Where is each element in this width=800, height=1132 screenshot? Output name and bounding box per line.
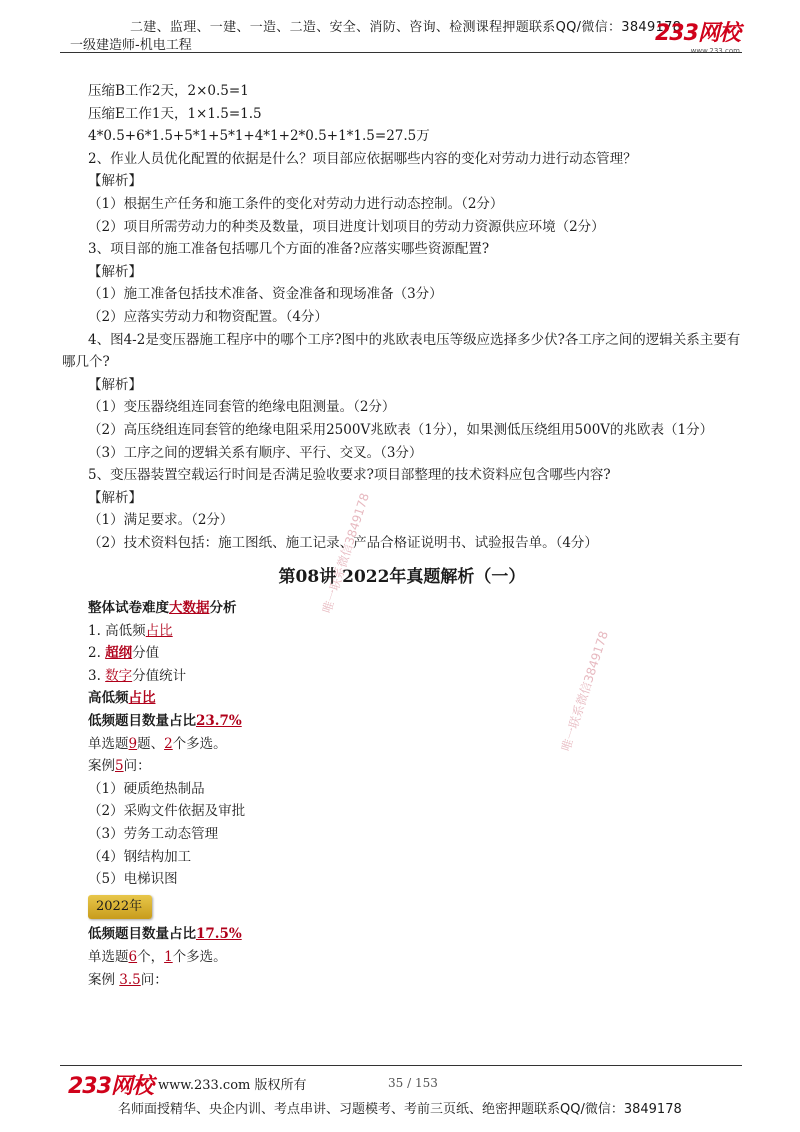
case-count-2-a: 案例 <box>88 971 120 988</box>
case-count-1-a: 案例 <box>88 758 115 775</box>
question-3: 3、项目部的施工准备包括哪几个方面的准备?应落实哪些资源配置? <box>88 241 490 258</box>
ratio-line-1-text: 低频题目数量占比 <box>88 713 196 730</box>
analysis-label: 【解析】 <box>88 376 142 393</box>
watermark-1: 唯一联系微信3849178 <box>319 491 372 615</box>
case-count-1 <box>62 755 742 778</box>
calc-line-b: 压缩B工作2天，2×0.5=1 <box>88 83 249 99</box>
list-item-3 <box>62 665 742 688</box>
ratio-line-1-value: 23.7% <box>196 713 242 730</box>
list-item-3-text: 分值统计 <box>132 667 187 684</box>
footer-logo: 233网校 <box>68 1074 153 1099</box>
answer-3-2: （2）应落实劳动力和物资配置。（4分） <box>88 308 328 325</box>
choice-count-1-c: 个多选。 <box>172 735 227 752</box>
watermark-2: 唯一联系微信3849178 <box>558 629 611 753</box>
ratio-line-2-value: 17.5% <box>196 926 242 943</box>
answer-5-2: （2）技术资料包括：施工图纸、施工记录、产品合格证说明书、试验报告单。（4分） <box>88 534 598 551</box>
calc-line-e: 压缩E工作1天，1×1.5=1.5 <box>88 105 262 122</box>
answer-2-1: （1）根据生产任务和施工条件的变化对劳动力进行动态控制。（2分） <box>88 195 504 212</box>
list-item-3-num: 3. <box>88 667 106 684</box>
year-tag: 2022年 <box>88 895 152 920</box>
list-item-1-text: 1. 高低频 <box>88 622 146 639</box>
ratio-line-2 <box>62 923 742 946</box>
answer-5-1: （1）满足要求。（2分） <box>88 512 234 529</box>
case-count-1-value: 5 <box>115 758 124 775</box>
subheading-frequency <box>62 687 742 710</box>
case-item-3: （3）劳务工动态管理 <box>88 826 219 842</box>
choice-count-1 <box>62 733 742 756</box>
footer-copyright: www.233.com 版权所有 <box>158 1078 307 1093</box>
header-subject: 一级建造师-机电工程 <box>70 38 192 53</box>
choice-count-1-single: 9 <box>128 735 138 752</box>
calc-line-total: 4*0.5+6*1.5+5*1+5*1+4*1+2*0.5+1*1.5=27.5万 <box>88 128 430 145</box>
case-count-2-b: 问： <box>140 971 168 988</box>
section-heading-highlight: 大数据 <box>169 600 210 617</box>
choice-count-2-single: 6 <box>128 948 138 965</box>
analysis-label: 【解析】 <box>88 489 142 506</box>
list-item-2-num: 2. <box>88 645 106 662</box>
subheading-frequency-text: 高低频 <box>88 690 129 707</box>
choice-count-2-a: 单选题 <box>88 948 129 965</box>
question-5: 5、变压器装置空载运行时间是否满足验收要求?项目部整理的技术资料应包含哪些内容? <box>88 467 611 484</box>
answer-2-2: （2）项目所需劳动力的种类及数量，项目进度计划项目的劳动力资源供应环境（2分） <box>88 218 605 235</box>
case-item-4: （4）钢结构加工 <box>88 848 192 865</box>
choice-count-2-c: 个多选。 <box>172 948 227 965</box>
case-count-2-value: 3.5 <box>119 971 141 988</box>
answer-4-1: （1）变压器绕组连同套管的绝缘电阻测量。（2分） <box>88 399 396 416</box>
ratio-line-2-text: 低频题目数量占比 <box>88 926 196 943</box>
answer-4-3: （3）工序之间的逻辑关系有顺序、平行、交叉。（3分） <box>88 444 423 461</box>
analysis-label: 【解析】 <box>88 173 142 190</box>
case-item-1: （1）硬质绝热制品 <box>88 780 205 797</box>
subheading-frequency-highlight: 占比 <box>128 690 156 707</box>
list-item-2-text: 分值 <box>132 645 160 662</box>
question-2: 2、作业人员优化配置的依据是什么？项目部应依据哪些内容的变化对劳动力进行动态管理？ <box>88 150 637 167</box>
answer-3-1: （1）施工准备包括技术准备、资金准备和现场准备（3分） <box>88 286 443 303</box>
list-item-2-highlight: 超纲 <box>105 645 133 662</box>
question-4: 4、图4-2是变压器施工程序中的哪个工序?图中的兆欧表电压等级应选择多少伏?各工序之间的逻辑关系主要有哪几个? <box>62 331 741 371</box>
choice-count-1-b: 题、 <box>137 735 165 752</box>
list-item-1-highlight: 占比 <box>145 622 173 639</box>
header-divider <box>60 52 742 53</box>
case-count-1-b: 问： <box>123 758 151 775</box>
section-heading-post: 分析 <box>209 600 237 617</box>
list-item-2 <box>62 642 742 665</box>
lecture-title: 第08讲 2022年真题解析（一） <box>278 567 526 588</box>
ratio-line-1 <box>62 710 742 733</box>
case-item-5: （5）电梯识图 <box>88 871 178 888</box>
header-logo-text: 233网校 <box>655 21 740 46</box>
choice-count-2 <box>62 946 742 969</box>
footer-divider <box>60 1065 742 1066</box>
case-count-2 <box>62 969 742 992</box>
case-item-2: （2）采购文件依据及审批 <box>88 803 246 820</box>
page-number: 35 / 153 <box>388 1076 438 1090</box>
header-contact-line: 二建、监理、一建、一造、二造、安全、消防、咨询、检测课程押题联系QQ/微信：3849178 <box>130 20 682 35</box>
section-heading-pre: 整体试卷难度 <box>88 600 169 617</box>
section-heading <box>62 597 742 620</box>
document-body <box>62 80 742 991</box>
list-item-1 <box>62 620 742 643</box>
list-item-3-highlight: 数字 <box>105 667 133 684</box>
header-logo <box>655 16 740 55</box>
answer-4-2: （2）高压绕组连同套管的绝缘电阻采用2500V兆欧表（1分），如果测低压绕组用500V的兆欧表（1分） <box>88 421 714 438</box>
choice-count-1-multi: 2 <box>164 735 173 752</box>
header-logo-url: www.233.com <box>690 47 740 55</box>
analysis-label: 【解析】 <box>88 263 142 280</box>
footer-contact-line: 名师面授精华、央企内训、考点串讲、习题模考、考前三页纸、绝密押题联系QQ/微信：3849178 <box>118 1102 682 1117</box>
choice-count-2-b: 个， <box>137 948 165 965</box>
choice-count-1-a: 单选题 <box>88 735 129 752</box>
choice-count-2-multi: 1 <box>164 948 173 965</box>
